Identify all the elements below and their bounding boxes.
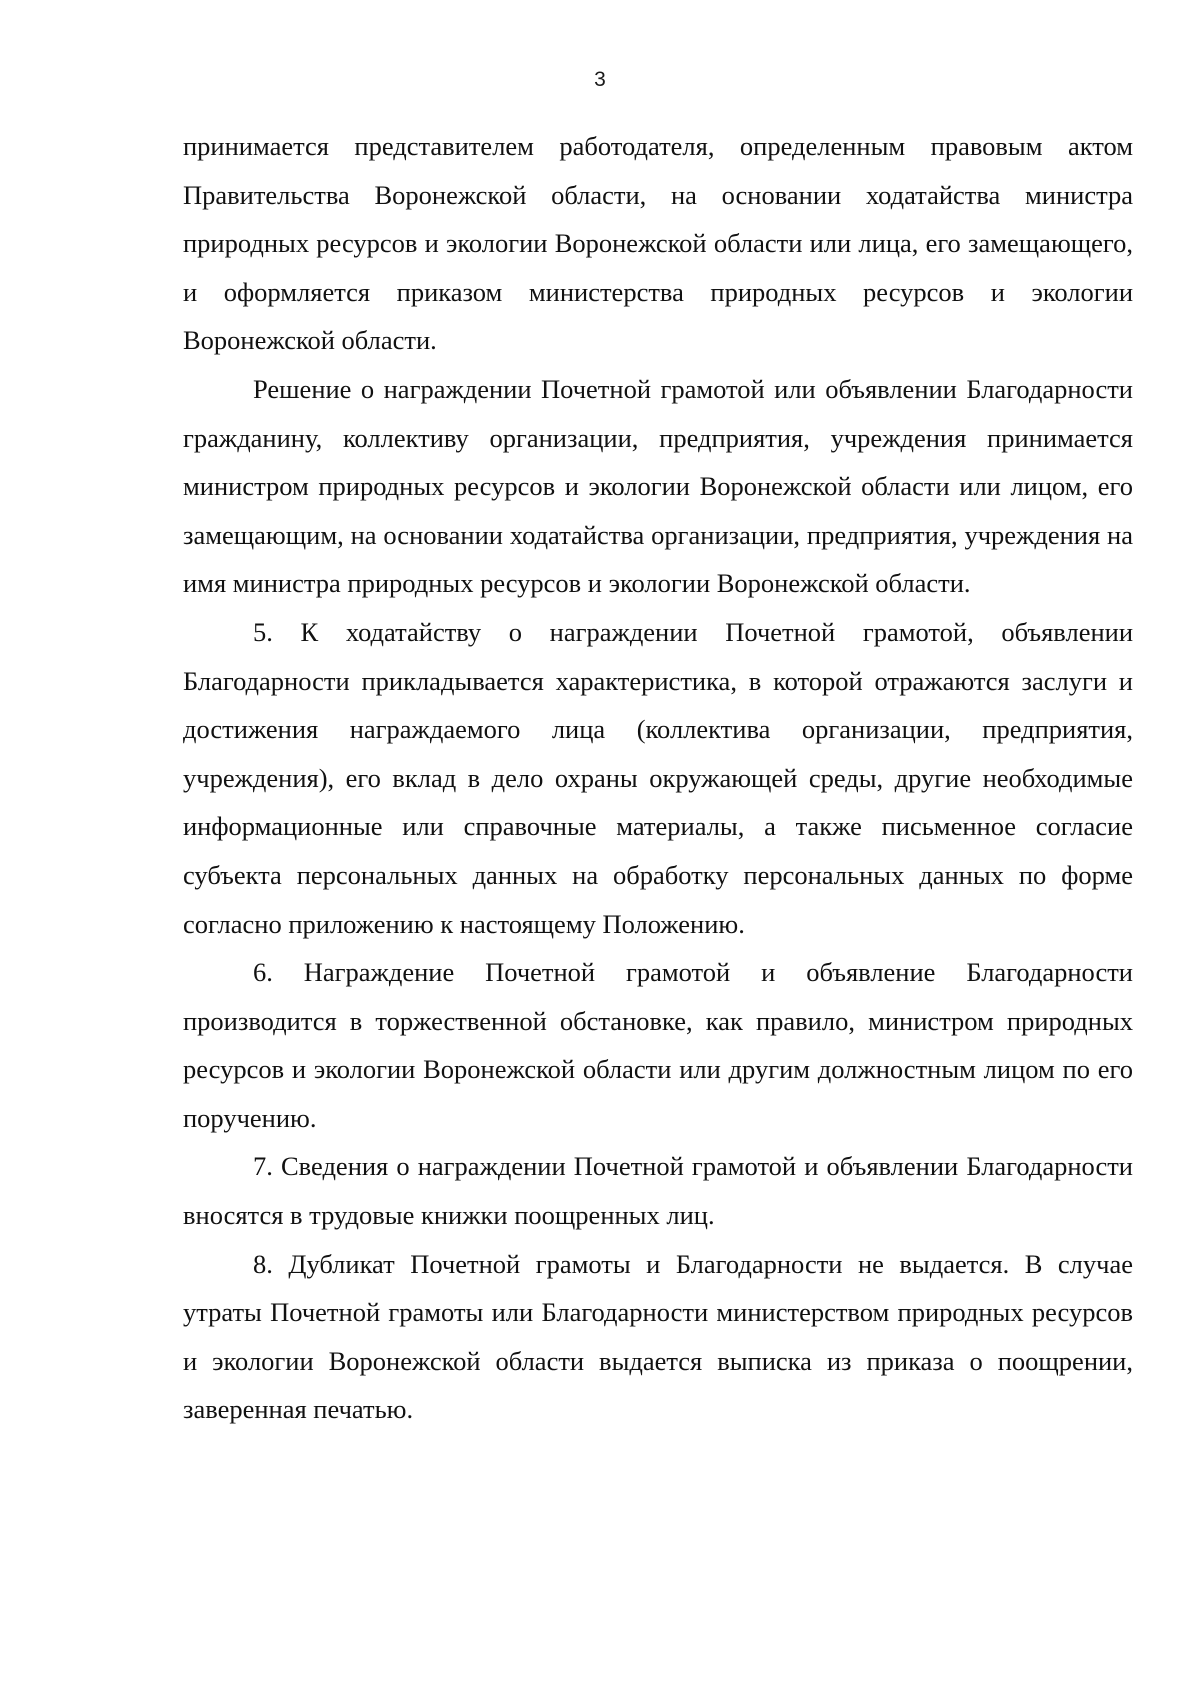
document-body [183, 122, 1133, 1434]
paragraph-continuation: принимается представителем работодателя, определенным правовым актом Правительства Воронежской области, на основании ходатайства министра природных ресурсов и экологии Воронежской области или лица, его замещающего, и оформляется приказом министерства природных ресурсов и экологии Воронежской области. [183, 131, 1133, 356]
paragraph-item-8: 8. Дубликат Почетной грамоты и Благодарности не выдается. В случае утраты Почетной грамоты или Благодарности министерством природных ресурсов и экологии Воронежской области выдается выписка из приказа о поощрении, заверенная печатью. [183, 1248, 1133, 1425]
paragraph-item-5: 5. К ходатайству о награждении Почетной грамотой, объявлении Благодарности прикладывается характеристика, в которой отражаются заслуги и достижения награждаемого лица (коллектива организации, предприятия, учреждения), его вклад в дело охраны окружающей среды, другие необходимые информационные или справочные материалы, а также письменное согласие субъекта персональных данных на обработку персональных данных по форме согласно приложению к настоящему Положению. [183, 616, 1133, 939]
paragraph-decision: Решение о награждении Почетной грамотой или объявлении Благодарности гражданину, коллективу организации, предприятия, учреждения принимается министром природных ресурсов и экологии Воронежской области или лицом, его замещающим, на основании ходатайства организации, предприятия, учреждения на имя министра природных ресурсов и экологии Воронежской области. [183, 373, 1133, 599]
paragraph-item-6: 6. Награждение Почетной грамотой и объявление Благодарности производится в торжественной обстановке, как правило, министром природных ресурсов и экологии Воронежской области или другим должностным лицом по его поручению. [183, 957, 1133, 1133]
paragraph-item-7: 7. Сведения о награждении Почетной грамотой и объявлении Благодарности вносятся в трудовые книжки поощренных лиц. [183, 1151, 1133, 1231]
page-number: 3 [594, 68, 606, 91]
